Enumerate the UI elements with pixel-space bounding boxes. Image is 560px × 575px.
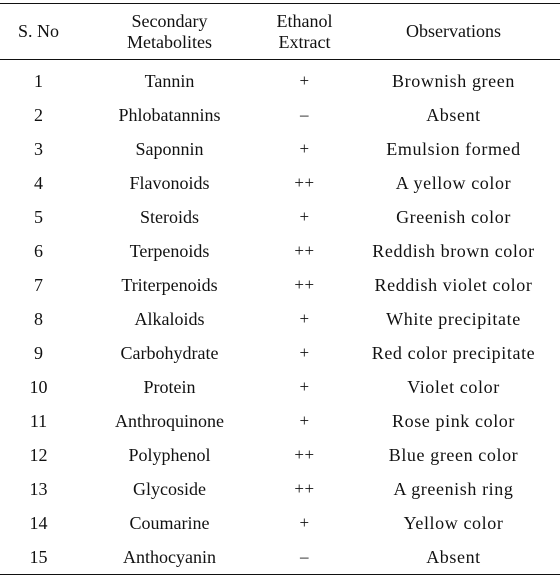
- cell-observation: Blue green color: [388, 444, 519, 465]
- cell-s-no: 13: [29, 478, 48, 499]
- cell-s-no: 15: [29, 546, 48, 567]
- cell-observation: Reddish brown color: [372, 240, 535, 261]
- cell-s-no: 14: [29, 512, 48, 533]
- table-row: [0, 472, 560, 506]
- table-row: [0, 370, 560, 404]
- cell-s-no: 5: [34, 206, 43, 227]
- cell-observation: A greenish ring: [393, 478, 514, 499]
- cell-s-no: 2: [34, 104, 43, 125]
- cell-s-no: 6: [34, 240, 43, 261]
- cell-observation: A yellow color: [395, 172, 512, 193]
- cell-extract: +: [299, 377, 310, 396]
- cell-s-no: 1: [34, 70, 43, 91]
- cell-metabolite: Steroids: [139, 206, 199, 227]
- cell-observation: Yellow color: [403, 512, 504, 533]
- cell-metabolite: Phlobatannins: [118, 104, 221, 125]
- header-s-no-label: S. No: [17, 21, 59, 41]
- cell-s-no: 3: [34, 138, 43, 159]
- table-row: [0, 268, 560, 302]
- phytochemical-table: [0, 3, 560, 575]
- cell-metabolite: Saponnin: [135, 138, 204, 159]
- cell-metabolite: Flavonoids: [129, 172, 210, 193]
- cell-s-no: 7: [34, 274, 43, 295]
- cell-metabolite: Tannin: [144, 70, 195, 91]
- cell-extract: –: [300, 547, 309, 566]
- cell-metabolite: Alkaloids: [134, 308, 205, 329]
- cell-s-no: 11: [29, 410, 48, 431]
- cell-extract: +: [299, 207, 310, 226]
- header-s-no: [0, 4, 77, 60]
- table-row: [0, 60, 560, 99]
- cell-extract: ++: [294, 479, 315, 498]
- cell-observation: Rose pink color: [392, 410, 515, 431]
- cell-observation: Greenish color: [396, 206, 511, 227]
- cell-s-no: 12: [29, 444, 48, 465]
- cell-metabolite: Carbohydrate: [120, 342, 219, 363]
- cell-extract: ++: [294, 173, 315, 192]
- cell-extract: +: [299, 411, 310, 430]
- cell-extract: ++: [294, 445, 315, 464]
- header-extract-line2: Extract: [278, 31, 331, 52]
- cell-metabolite: Anthocyanin: [123, 546, 216, 567]
- table-row: [0, 438, 560, 472]
- cell-metabolite: Glycoside: [133, 478, 206, 499]
- cell-s-no: 8: [34, 308, 43, 329]
- cell-observation: Absent: [426, 546, 481, 567]
- cell-extract: ++: [294, 275, 315, 294]
- cell-s-no: 4: [34, 172, 43, 193]
- table-row: [0, 98, 560, 132]
- cell-observation: White precipitate: [386, 308, 521, 329]
- cell-metabolite: Polyphenol: [128, 444, 211, 465]
- header-observations-label: Observations: [406, 21, 501, 41]
- table-row: [0, 506, 560, 540]
- cell-extract: –: [300, 105, 309, 124]
- header-metabolites-line1: Secondary: [131, 10, 208, 31]
- cell-observation: Violet color: [407, 376, 500, 397]
- cell-metabolite: Coumarine: [129, 512, 210, 533]
- cell-observation: Emulsion formed: [386, 138, 521, 159]
- table-row: [0, 302, 560, 336]
- header-extract: [262, 4, 347, 60]
- cell-metabolite: Terpenoids: [129, 240, 210, 261]
- cell-observation: Brownish green: [392, 70, 515, 91]
- header-extract-line1: Ethanol: [276, 10, 333, 31]
- cell-metabolite: Protein: [143, 376, 196, 397]
- cell-extract: +: [299, 309, 310, 328]
- header-metabolites-line2: Metabolites: [127, 31, 212, 52]
- table-row: [0, 404, 560, 438]
- table-row: [0, 234, 560, 268]
- cell-metabolite: Triterpenoids: [121, 274, 218, 295]
- table-body: [0, 60, 560, 575]
- header-metabolites: [77, 4, 262, 60]
- cell-observation: Absent: [426, 104, 481, 125]
- table-row: [0, 336, 560, 370]
- header-row: [0, 4, 560, 60]
- cell-extract: +: [299, 139, 310, 158]
- table-row: [0, 132, 560, 166]
- table-row: [0, 166, 560, 200]
- table-header: [0, 4, 560, 60]
- cell-s-no: 9: [34, 342, 43, 363]
- header-observations: [347, 4, 560, 60]
- cell-extract: ++: [294, 241, 315, 260]
- table-row: [0, 540, 560, 575]
- cell-extract: +: [299, 71, 310, 90]
- table-row: [0, 200, 560, 234]
- cell-metabolite: Anthroquinone: [115, 410, 224, 431]
- cell-extract: +: [299, 343, 310, 362]
- cell-extract: +: [299, 513, 310, 532]
- cell-observation: Reddish violet color: [374, 274, 533, 295]
- cell-s-no: 10: [29, 376, 48, 397]
- cell-observation: Red color precipitate: [371, 342, 536, 363]
